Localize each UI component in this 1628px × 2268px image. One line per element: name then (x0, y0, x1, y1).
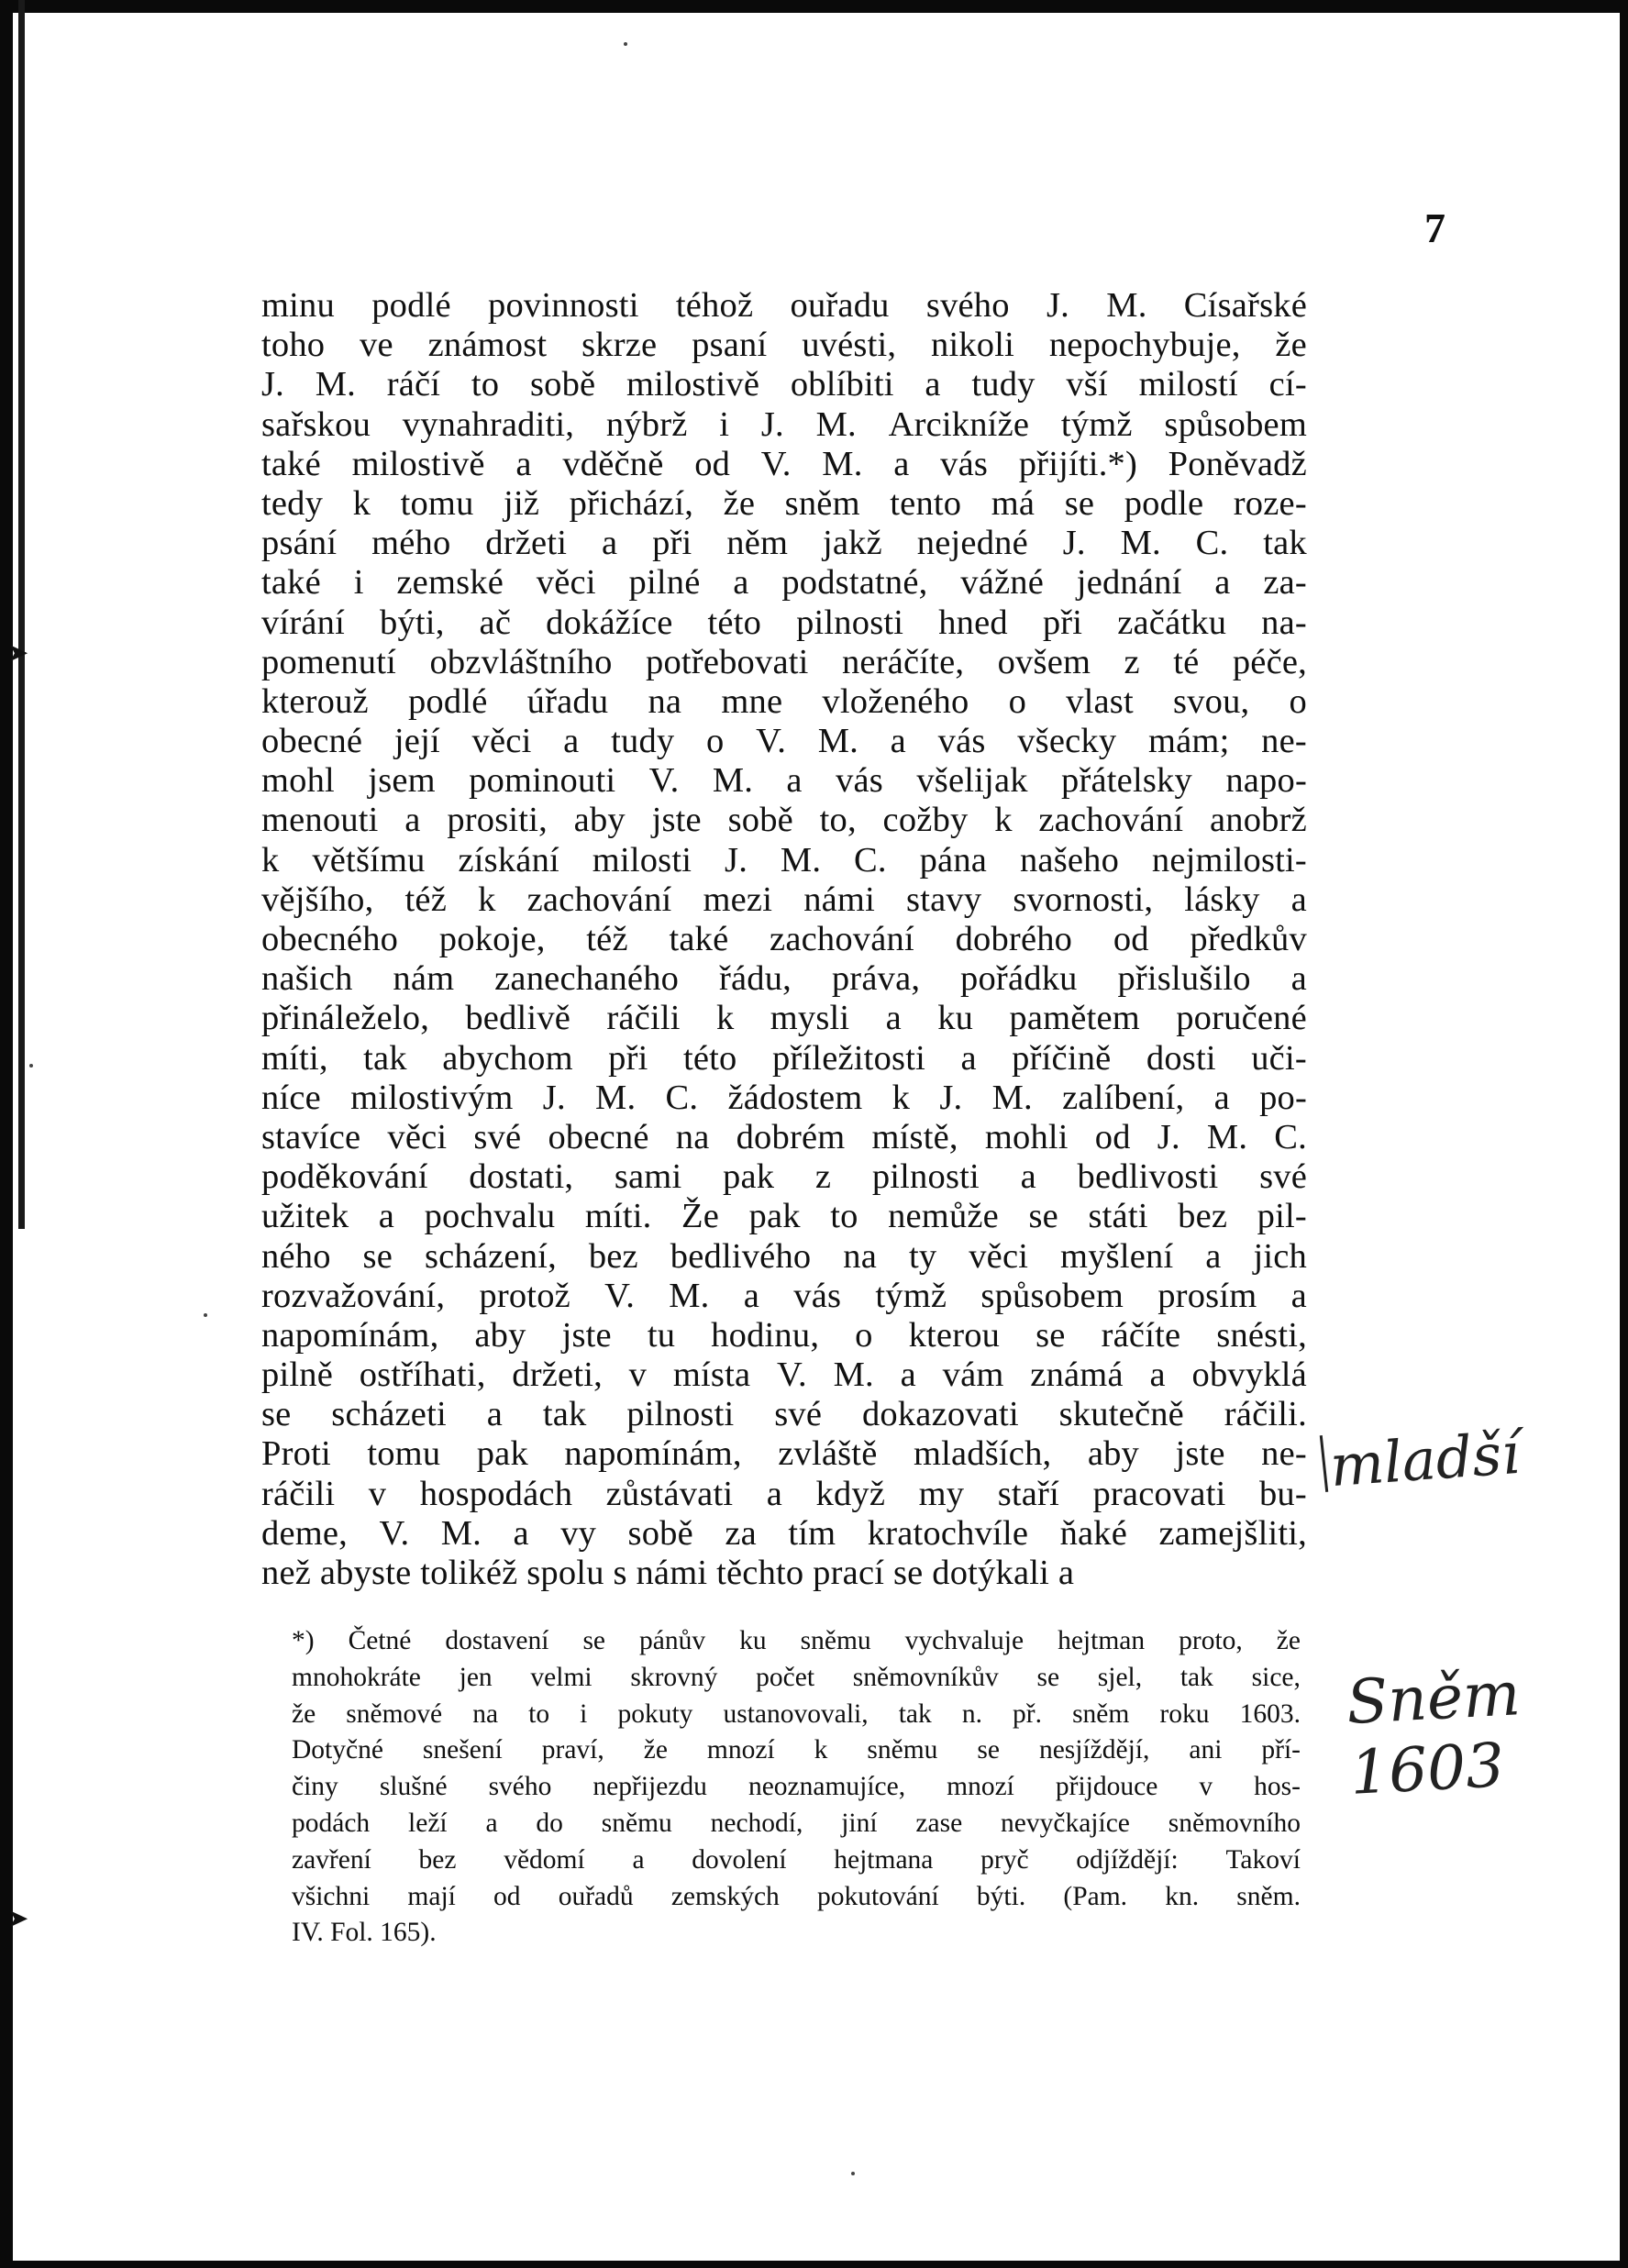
text-line: deme, V. M. a vy sobě za tím kratochvíle ňaké zamejšliti, (261, 1513, 1307, 1553)
footnote-line: že sněmové na to i pokuty ustanovovali, tak n. př. sněm roku 1603. (292, 1698, 1301, 1729)
text-line: ráčili v hospodách zůstávati a když my staří pracovati bu- (261, 1474, 1307, 1513)
footnote-line: IV. Fol. 165). (292, 1918, 437, 1948)
text-line: vějšího, též k zachování mezi námi stavy svornosti, lásky a (261, 880, 1307, 919)
text-line: poděkování dostati, sami pak z pilnosti a bedlivosti své (261, 1157, 1307, 1197)
margin-arrow-icon: ➤ (7, 637, 29, 668)
scan-speck (29, 1064, 33, 1068)
scan-speck (624, 42, 627, 46)
scan-edge-right (1620, 0, 1628, 2268)
text-line: psání mého držeti a při něm jakž nejedné J. M. C. tak (261, 524, 1307, 563)
margin-arrow-icon: ➤ (7, 1903, 29, 1933)
text-line: níce milostivým J. M. C. žádostem k J. M. zalíbení, a po- (261, 1078, 1307, 1117)
text-line: J. M. ráčí to sobě milostivě oblíbiti a tudy vší milostí cí- (261, 365, 1307, 404)
scan-speck (204, 1313, 207, 1317)
text-line: sařskou vynahraditi, nýbrž i J. M. Arcikníže týmž spůsobem (261, 404, 1307, 444)
text-line: minu podlé povinnosti téhož ouřadu svého J. M. Císařské (261, 286, 1307, 325)
footnote-line: zavření bez vědomí a dovolení hejtmana pryč odjíždějí: Takoví (292, 1844, 1301, 1875)
footnote-line: mnohokráte jen velmi skrovný počet sněmovníkův se sjel, tak sice, (292, 1662, 1301, 1692)
text-line: užitek a pochvalu míti. Že pak to nemůže se státi bez pil- (261, 1197, 1307, 1236)
text-line: než abyste tolikéž spolu s námi těchto prací se dotýkali a (261, 1554, 1075, 1592)
text-line: rozvažování, protož V. M. a vás týmž spůsobem prosím a (261, 1276, 1307, 1315)
scan-speck (851, 2172, 855, 2175)
handwritten-note-snem-1603: Sněm 1603 (1345, 1658, 1523, 1809)
scan-edge-top (0, 0, 1628, 13)
text-line: pomenutí obzvláštního potřebovati neráčíte, ovšem z té péče, (261, 642, 1307, 681)
text-line: ného se scházení, bez bedlivého na ty věci myšlení a jich (261, 1236, 1307, 1276)
text-line: kterouž podlé úřadu na mne vloženého o vlast svou, o (261, 681, 1307, 721)
handwritten-note-mladsi: mladší (1327, 1419, 1523, 1500)
text-line: také milostivě a vděčně od V. M. a vás přijíti.*) Poněvadž (261, 444, 1307, 483)
text-line: se scházeti a tak pilnosti své dokazovati skutečně ráčili. (261, 1395, 1307, 1434)
footnote-line: podách leží a do sněmu nechodí, jiní zase nevyčkajíce sněmovního (292, 1808, 1301, 1838)
scan-edge-left-inner (18, 0, 25, 1229)
text-line: míti, tak abychom při této příležitosti a příčině dosti uči- (261, 1038, 1307, 1078)
footnote-block (292, 1623, 1301, 1952)
text-line: Proti tomu pak napomínám, zvláště mladších, aby jste ne- (261, 1434, 1307, 1474)
text-line: tedy k tomu již přichází, že sněm tento má se podle roze- (261, 483, 1307, 523)
text-line: k většímu získání milosti J. M. C. pána našeho nejmilosti- (261, 840, 1307, 880)
text-line: mohl jsem pominouti V. M. a vás všelijak přátelsky napo- (261, 761, 1307, 801)
text-line: toho ve známost skrze psaní uvésti, nikoli nepochybuje, že (261, 326, 1307, 365)
text-line: obecné její věci a tudy o V. M. a vás všecky mám; ne- (261, 722, 1307, 761)
scan-edge-bottom (0, 2261, 1628, 2268)
main-text-block (261, 286, 1307, 1593)
text-line: napomínám, aby jste tu hodinu, o kterou se ráčíte snésti, (261, 1315, 1307, 1355)
text-line: obecného pokoje, též také zachování dobrého od předkův (261, 920, 1307, 958)
marginal-bar (1320, 1435, 1328, 1492)
page-number: 7 (1424, 205, 1445, 251)
footnote-line: *) Četné dostavení se pánův ku sněmu vychvaluje hejtman proto, že (292, 1626, 1301, 1655)
footnote-line: činy slušné svého nepřijezdu neoznamujíce, mnozí přijdouce v hos- (292, 1772, 1301, 1802)
text-line: vírání býti, ač dokážíce této pilnosti hned při začátku na- (261, 603, 1307, 642)
text-line: stavíce věci své obecné na dobrém místě, mohli od J. M. C. (261, 1117, 1307, 1156)
text-line: přináleželo, bedlivě ráčili k mysli a ku pamětem poručené (261, 999, 1307, 1038)
footnote-line: všichni mají od ouřadů zemských pokutování býti. (Pam. kn. sněm. (292, 1881, 1301, 1911)
footnote-line: Dotyčné snešení praví, že mnozí k sněmu se nesjíždějí, ani pří- (292, 1735, 1301, 1765)
text-line: také i zemské věci pilné a podstatné, vážné jednání a za- (261, 563, 1307, 603)
text-line: pilně ostříhati, držeti, v místa V. M. a vám známá a obvyklá (261, 1355, 1307, 1395)
text-line: našich nám zanechaného řádu, práva, pořádku přislušilo a (261, 959, 1307, 999)
text-line: menouti a prositi, aby jste sobě to, cožby k zachování anobrž (261, 801, 1307, 840)
